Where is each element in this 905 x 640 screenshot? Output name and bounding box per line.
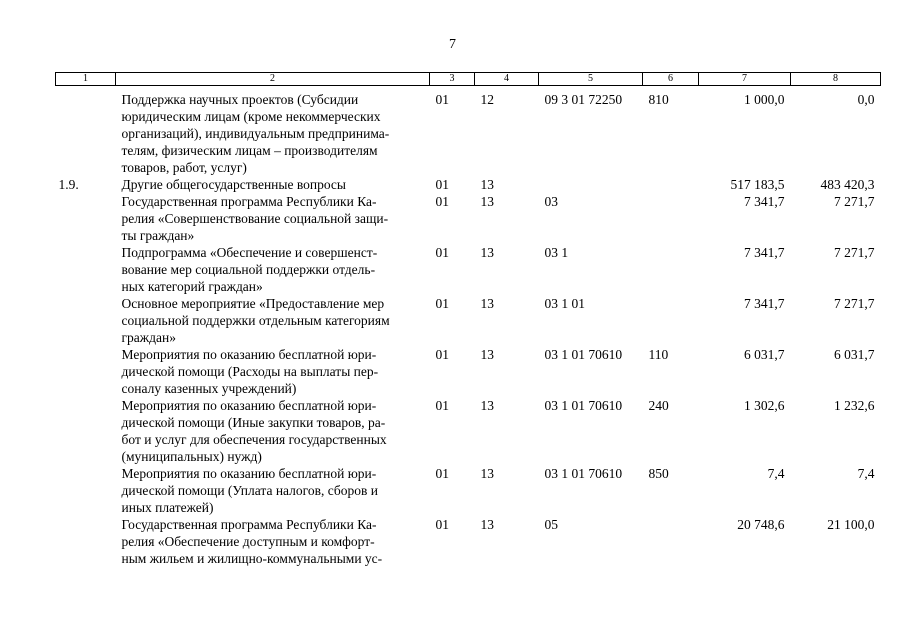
row-target-article-cell: 05 [544,517,558,532]
row-subsection-cell: 13 [480,347,494,362]
row-subsection-cell: 13 [480,398,494,413]
row-name-line: Другие общегосударственные вопросы [121,177,346,192]
row-expense-type-cell: 850 [648,466,669,481]
row-number-cell [56,193,116,244]
table-row [56,465,881,516]
row-name-line: Подпрограмма «Обеспечение и совершенст- [121,245,378,260]
row-amount-col8-cell: 7 271,7 [834,245,875,260]
row-name-line: Мероприятия по оказанию бесплатной юри- [121,347,377,362]
row-target-article-cell: 03 [544,194,558,209]
header-cell: 5 [539,73,643,86]
row-subsection-cell: 13 [480,177,494,192]
row-name-line: ты граждан» [121,228,195,243]
row-name-line: Мероприятия по оказанию бесплатной юри- [121,466,377,481]
row-name-line: дической помощи (Расходы на выплаты пер- [121,364,379,379]
table-row [56,346,881,397]
row-amount-col8-cell: 7 271,7 [834,194,875,209]
row-target-article-cell: 03 1 01 [544,296,585,311]
row-name-line: иных платежей) [121,500,214,515]
row-name-cell [116,397,430,465]
row-expense-type-cell: 110 [648,347,669,362]
row-expense-type-cell [643,295,699,346]
row-amount-col8-cell: 6 031,7 [834,347,875,362]
row-amount-col8-cell: 483 420,3 [820,177,875,192]
row-target-article-cell: 03 1 01 70610 [544,466,623,481]
row-section-cell: 01 [435,245,449,260]
row-section-cell: 01 [435,347,449,362]
header-cell: 1 [56,73,116,86]
row-amount-col8-cell: 0,0 [857,92,875,107]
row-target-article-cell: 09 3 01 72250 [544,92,623,107]
row-amount-col7-cell: 7,4 [767,466,785,481]
row-number-cell: 1.9. [58,177,79,192]
row-subsection-cell: 13 [480,245,494,260]
row-section-cell: 01 [435,177,449,192]
row-amount-col7-cell: 7 341,7 [744,245,785,260]
page-number: 7 [449,37,456,52]
row-target-article-cell [539,176,643,193]
row-number-cell [56,86,116,177]
row-section-cell: 01 [435,466,449,481]
row-name-line: Государственная программа Республики Ка- [121,194,377,209]
row-amount-col8-cell: 21 100,0 [827,517,875,532]
row-section-cell: 01 [435,194,449,209]
row-name-line: ных категорий граждан» [121,279,263,294]
row-expense-type-cell [643,244,699,295]
table-row [56,244,881,295]
row-target-article-cell: 03 1 [544,245,569,260]
row-amount-col7-cell: 6 031,7 [744,347,785,362]
row-section-cell: 01 [435,296,449,311]
header-cell: 4 [475,73,539,86]
row-name-cell [116,516,430,567]
row-amount-col7-cell: 7 341,7 [744,194,785,209]
row-target-article-cell: 03 1 01 70610 [544,398,623,413]
row-name-line: дической помощи (Уплата налогов, сборов и [121,483,378,498]
row-name-line: (муниципальных) нужд) [121,449,262,464]
row-name-line: юридическим лицам (кроме некоммерческих [121,109,381,124]
row-name-cell [116,346,430,397]
row-name-line: релия «Обеспечение доступным и комфорт- [121,534,375,549]
table-row [56,295,881,346]
row-name-line: граждан» [121,330,176,345]
row-name-line: организаций), индивидуальным предпринима- [121,126,390,141]
header-cell: 3 [430,73,475,86]
row-target-article-cell: 03 1 01 70610 [544,347,623,362]
row-subsection-cell: 13 [480,517,494,532]
row-name-line: релия «Совершенствование социальной защи- [121,211,389,226]
row-name-line: дической помощи (Иные закупки товаров, ра- [121,415,386,430]
row-name-cell [116,295,430,346]
table-row [56,397,881,465]
row-section-cell: 01 [435,517,449,532]
row-amount-col7-cell: 1 302,6 [744,398,785,413]
row-name-line: Государственная программа Республики Ка- [121,517,377,532]
row-name-line: социальной поддержки отдельным категориям [121,313,390,328]
header-cell: 2 [116,73,430,86]
row-number-cell [56,244,116,295]
row-name-line: Основное мероприятие «Предоставление мер [121,296,385,311]
row-name-line: Поддержка научных проектов (Субсидии [121,92,359,107]
row-name-cell [116,244,430,295]
row-number-cell [56,397,116,465]
budget-table [55,72,881,567]
table-body [56,86,881,568]
row-name-line: Мероприятия по оказанию бесплатной юри- [121,398,377,413]
table-row [56,176,881,193]
table-row [56,516,881,567]
row-amount-col7-cell: 517 183,5 [730,177,785,192]
row-name-line: ным жильем и жилищно-коммунальными ус- [121,551,383,566]
row-amount-col7-cell: 20 748,6 [737,517,785,532]
row-name-line: телям, физическим лицам – производителям [121,143,378,158]
row-name-line: товаров, работ, услуг) [121,160,247,175]
row-name-line: вование мер социальной поддержки отдель- [121,262,376,277]
row-name-cell [116,465,430,516]
row-name-cell [116,86,430,177]
row-subsection-cell: 13 [480,194,494,209]
row-amount-col7-cell: 1 000,0 [744,92,785,107]
row-amount-col8-cell: 7 271,7 [834,296,875,311]
row-expense-type-cell: 240 [648,398,669,413]
row-expense-type-cell [643,176,699,193]
row-expense-type-cell [643,516,699,567]
row-name-cell [116,176,430,193]
row-subsection-cell: 12 [480,92,494,107]
row-name-cell [116,193,430,244]
row-number-cell [56,295,116,346]
row-section-cell: 01 [435,92,449,107]
table-row [56,193,881,244]
row-amount-col8-cell: 7,4 [857,466,875,481]
row-number-cell [56,465,116,516]
row-subsection-cell: 13 [480,296,494,311]
row-amount-col7-cell: 7 341,7 [744,296,785,311]
table-row [56,86,881,177]
row-expense-type-cell [643,193,699,244]
header-row [56,73,881,86]
header-cell: 6 [643,73,699,86]
row-number-cell [56,346,116,397]
row-name-line: бот и услуг для обеспечения государственных [121,432,387,447]
row-section-cell: 01 [435,398,449,413]
header-cell: 7 [699,73,791,86]
row-name-line: соналу казенных учреждений) [121,381,297,396]
row-expense-type-cell: 810 [648,92,669,107]
header-cell: 8 [791,73,881,86]
row-number-cell [56,516,116,567]
row-amount-col8-cell: 1 232,6 [834,398,875,413]
row-subsection-cell: 13 [480,466,494,481]
